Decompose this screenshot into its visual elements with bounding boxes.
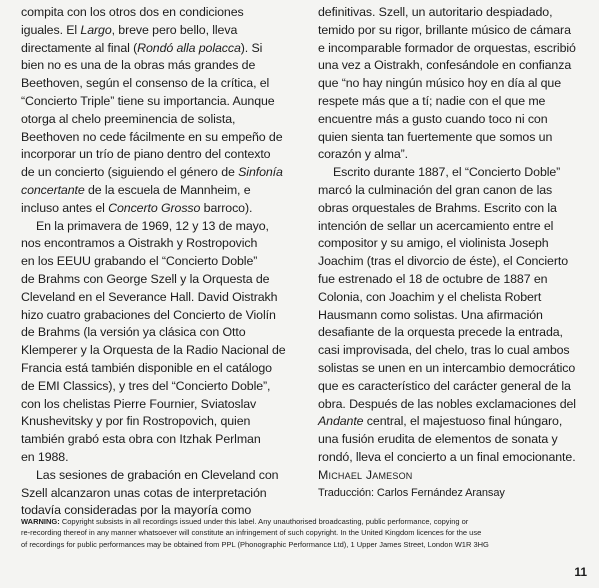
text-run: desafiante de la orquesta precede la entrada, bbox=[318, 325, 563, 340]
right-text-line bbox=[318, 182, 586, 200]
italic-title: Rondó alla polacca bbox=[137, 40, 241, 55]
text-run: de Brahms (la versión ya clásica con Otto bbox=[21, 325, 246, 340]
left-text-line bbox=[21, 307, 296, 325]
text-run: de EMI Classics), y tres del “Concierto Doble”, bbox=[21, 378, 271, 393]
right-text-line bbox=[318, 307, 586, 325]
italic-title: Sinfonía bbox=[238, 165, 283, 180]
text-run: de la escuela de Mannheim, e bbox=[84, 182, 251, 197]
right-text-line bbox=[318, 200, 586, 218]
left-text-line bbox=[21, 289, 296, 307]
italic-title: Concerto Grosso bbox=[108, 200, 201, 215]
right-text-line bbox=[318, 57, 586, 75]
text-run: quien sienta tan fuertemente que somos un bbox=[318, 129, 553, 144]
right-text-line bbox=[318, 378, 586, 396]
italic-title: concertante bbox=[21, 182, 85, 197]
right-text-line bbox=[318, 449, 586, 467]
right-text-line bbox=[318, 22, 586, 40]
text-run: En la primavera de 1969, 12 y 13 de mayo, bbox=[36, 218, 269, 233]
left-text-line bbox=[21, 218, 296, 236]
text-run: Szell alcanzaron unas cotas de interpretación bbox=[21, 485, 267, 500]
text-run: central, el majestuoso final húngaro, bbox=[363, 414, 563, 429]
text-run: hizo cuatro grabaciones del Concierto de Violín bbox=[21, 307, 276, 322]
left-text-line bbox=[21, 200, 296, 218]
text-run: también grabó esta obra con Itzhak Perlman bbox=[21, 432, 261, 447]
right-text-line bbox=[318, 253, 586, 271]
text-run: respete más que a tí; nadie con el que me bbox=[318, 93, 546, 108]
translator-credit: Traducción: Carlos Fernández Aransay bbox=[318, 486, 505, 499]
left-text-line bbox=[21, 129, 296, 147]
left-text-line bbox=[21, 467, 296, 485]
text-run: Las sesiones de grabación en Cleveland con bbox=[36, 467, 279, 482]
text-run: fue estrenado el 18 de octubre de 1887 en bbox=[318, 271, 548, 286]
text-run: barroco). bbox=[200, 200, 253, 215]
text-run: corazón y alma”. bbox=[318, 147, 408, 162]
right-text-line bbox=[318, 396, 586, 414]
text-run: con los chelistas Pierre Fournier, Sviatoslav bbox=[21, 396, 257, 411]
text-run: obras orquestales de Brahms. Escrito con la bbox=[318, 200, 557, 215]
text-run: ). Si bbox=[240, 40, 263, 55]
right-text-line bbox=[318, 360, 586, 378]
text-run: una fusión erudita de elementos de sonata y bbox=[318, 432, 558, 447]
text-run: bien no es una de la obras más grandes de bbox=[21, 58, 256, 73]
right-text-line bbox=[318, 413, 586, 431]
text-run: intención de sellar un acercamiento entre el bbox=[318, 218, 554, 233]
right-text-line bbox=[318, 146, 586, 164]
left-text-line bbox=[21, 413, 296, 431]
text-run: de un concierto (siguiendo el género de bbox=[21, 165, 239, 180]
italic-title: Largo bbox=[80, 22, 112, 37]
text-run: incluso antes el bbox=[21, 200, 109, 215]
text-run: rondó, lleva el concierto a un final emocionante. bbox=[318, 449, 576, 464]
copyright-warning bbox=[21, 516, 586, 550]
left-text-line bbox=[21, 57, 296, 75]
right-text-line bbox=[318, 4, 586, 22]
text-run: e incomparable formador de orquestas, escribió bbox=[318, 40, 576, 55]
left-text-line bbox=[21, 449, 296, 467]
text-run: en los EEUU grabando el “Concierto Doble” bbox=[21, 254, 258, 269]
left-text-line bbox=[21, 4, 296, 22]
text-run: temido por su rigor, brillante músico de cámara bbox=[318, 22, 571, 37]
warning-line: re-recording thereof in any manner whatsoever will constitute an infringement of such copyright. In the United Kingdom licences for the use bbox=[21, 528, 482, 538]
right-text-line bbox=[318, 40, 586, 58]
right-text-line bbox=[318, 235, 586, 253]
warning-line: Copyright subsists in all recordings issued under this label. Any unauthorised broadcasting, public performance, copying or bbox=[59, 517, 469, 526]
right-text-line bbox=[318, 218, 586, 236]
text-run: compita con los otros dos en condiciones bbox=[21, 5, 244, 19]
left-text-line bbox=[21, 431, 296, 449]
text-run: Beethoven, según el consenso de la crítica, el bbox=[21, 76, 270, 91]
text-run: solistas se unen en un intercambio democrático bbox=[318, 360, 576, 375]
text-run: definitivas. Szell, un autoritario despiadado, bbox=[318, 5, 553, 19]
text-run: otorga al chelo preeminencia de solista, bbox=[21, 111, 236, 126]
right-text-line bbox=[318, 342, 586, 360]
left-text-line bbox=[21, 485, 296, 503]
text-run: Francia está también disponible en el catálogo bbox=[21, 360, 272, 375]
right-text-column bbox=[318, 4, 586, 501]
left-text-line bbox=[21, 253, 296, 271]
italic-title: Andante bbox=[318, 414, 364, 429]
right-text-line bbox=[318, 75, 586, 93]
left-text-line bbox=[21, 22, 296, 40]
left-text-line bbox=[21, 93, 296, 111]
left-text-line bbox=[21, 342, 296, 360]
right-text-line bbox=[318, 164, 586, 182]
left-text-line bbox=[21, 40, 296, 58]
left-text-line bbox=[21, 182, 296, 200]
left-text-line bbox=[21, 111, 296, 129]
text-run: , breve pero bello, lleva bbox=[111, 22, 238, 37]
text-run: compositor y su amigo, el violinista Joseph bbox=[318, 236, 549, 251]
text-run: que “no hay ningún músico hoy en día al que bbox=[318, 76, 561, 91]
left-text-line bbox=[21, 235, 296, 253]
text-run: Knushevitsky y por fin Rostropovich, quien bbox=[21, 414, 251, 429]
text-run: Joachim (tras el divorcio de éste), el Concierto bbox=[318, 254, 569, 269]
author-name: Michael Jameson bbox=[318, 467, 413, 482]
right-text-line bbox=[318, 129, 586, 147]
text-run: Escrito durante 1887, el “Concierto Doble” bbox=[333, 165, 561, 180]
warning-line: of recordings for public performances may be obtained from PPL (Phonographic Performance Ltd), 1 Upper James Street, London W1R 3HG bbox=[21, 539, 489, 549]
text-run: en 1988. bbox=[21, 449, 69, 464]
text-run: una vez a Oistrakh, confesándole en confianza bbox=[318, 58, 572, 73]
right-text-line bbox=[318, 93, 586, 111]
warning-label: WARNING: bbox=[21, 517, 60, 526]
right-text-line bbox=[318, 111, 586, 129]
left-text-line bbox=[21, 271, 296, 289]
text-run: Beethoven no cede fácilmente en su empeño de bbox=[21, 129, 283, 144]
right-text-line bbox=[318, 431, 586, 449]
left-text-line bbox=[21, 378, 296, 396]
text-run: nos encontramos a Oistrakh y Rostropovich bbox=[21, 236, 258, 251]
text-run: que es característico del carácter general de la bbox=[318, 378, 571, 393]
right-text-line bbox=[318, 289, 586, 307]
text-run: todavía consideradas por la mayoría como bbox=[21, 503, 252, 518]
right-text-line bbox=[318, 271, 586, 289]
text-run: directamente al final ( bbox=[21, 40, 138, 55]
left-text-line bbox=[21, 324, 296, 342]
text-run: Cleveland en el Severance Hall. David Oistrakh bbox=[21, 289, 278, 304]
left-text-line bbox=[21, 360, 296, 378]
text-run: de Brahms con George Szell y la Orquesta de bbox=[21, 271, 270, 286]
page-number: 11 bbox=[574, 565, 587, 579]
text-run: casi improvisada, del chelo, tras lo cual ambos bbox=[318, 343, 570, 358]
left-text-column bbox=[21, 4, 296, 520]
text-run: iguales. El bbox=[21, 22, 81, 37]
text-run: “Concierto Triple” tiene su importancia. Aunque bbox=[21, 93, 275, 108]
text-run: obra. Después de las nobles exclamaciones del bbox=[318, 396, 576, 411]
text-run: incorporar un trío de piano dentro del contexto bbox=[21, 147, 271, 162]
text-run: Colonia, con Joachim y el chelista Robert bbox=[318, 289, 542, 304]
left-text-line bbox=[21, 75, 296, 93]
text-run: Hausmann como solistas. Una afirmación bbox=[318, 307, 543, 322]
text-run: Klemperer y la Orquesta de la Radio Nacional de bbox=[21, 343, 286, 358]
left-text-line bbox=[21, 164, 296, 182]
text-run: marcó la culminación del gran canon de las bbox=[318, 182, 553, 197]
text-run: encuentre más a gusto cuando toco ni con bbox=[318, 111, 548, 126]
left-text-line bbox=[21, 146, 296, 164]
left-text-line bbox=[21, 396, 296, 414]
right-text-line bbox=[318, 324, 586, 342]
